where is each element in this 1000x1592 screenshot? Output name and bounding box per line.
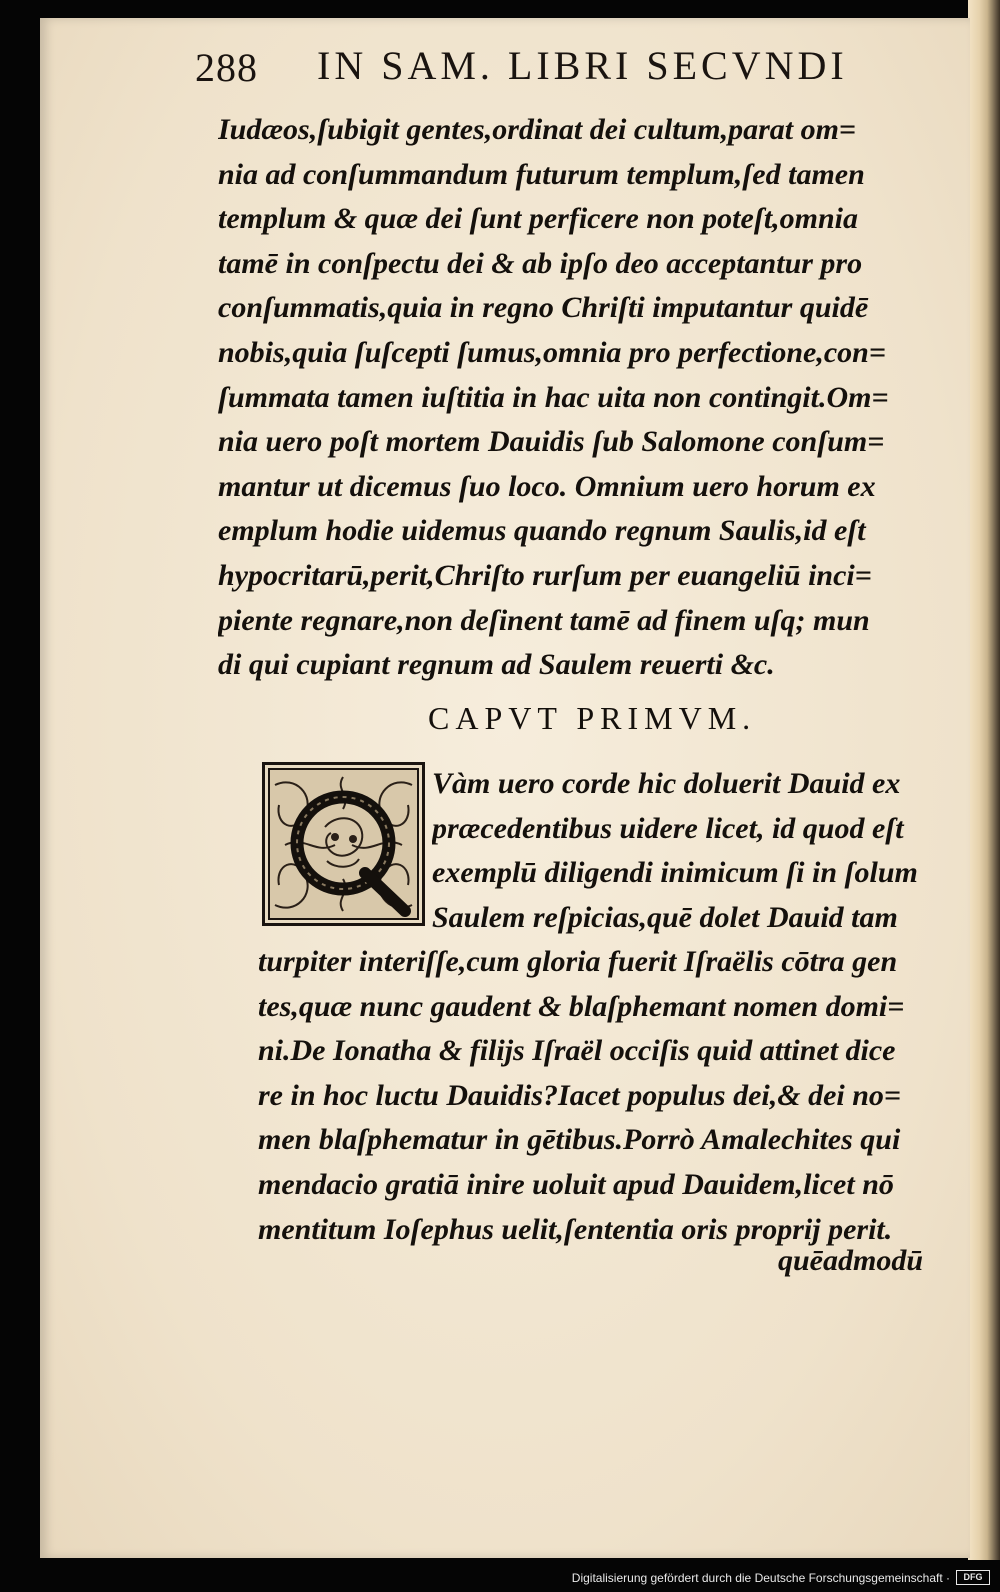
text-line: piente regnare,non deſinent tamē ad finem uſq; mun bbox=[218, 603, 870, 637]
text-line: templum & quæ dei ſunt perficere non poteſt,omnia bbox=[218, 202, 859, 236]
text-line: hypocritarū,perit,Chriſto rurſum per euangeliū inci= bbox=[218, 558, 872, 592]
adjacent-page-edge bbox=[968, 0, 1000, 1560]
text-line: di qui cupiant regnum ad Saulem reuerti &c. bbox=[218, 648, 775, 682]
text-line: nia uero poſt mortem Dauidis ſub Salomone conſum= bbox=[218, 425, 885, 459]
text-line: mentitum Ioſephus uelit,ſententia oris proprij perit. bbox=[258, 1212, 893, 1246]
text-line: mantur ut dicemus ſuo loco. Omnium uero horum ex bbox=[218, 469, 876, 503]
text-line: men blaſphematur in gētibus.Porrò Amalechites qui bbox=[258, 1123, 901, 1157]
chapter-text-beside-initial bbox=[432, 762, 952, 940]
text-line: conſummatis,quia in regno Chriſti imputantur quidē bbox=[218, 291, 869, 325]
page-header bbox=[195, 40, 885, 96]
decorated-initial-q-icon bbox=[265, 765, 422, 923]
text-line: Iudæos,ſubigit gentes,ordinat dei cultum,parat om= bbox=[218, 113, 857, 146]
text-line: ſummata tamen iuſtitia in hac uita non contingit.Om= bbox=[218, 380, 889, 414]
dfg-logo-icon: DFG bbox=[956, 1570, 990, 1585]
text-line: nobis,quia ſuſcepti ſumus,omnia pro perfectione,con= bbox=[218, 335, 886, 369]
chapter-heading: CAPVT PRIMVM. bbox=[428, 700, 757, 736]
chapter-text-block bbox=[258, 940, 958, 1252]
text-line: Saulem reſpicias,quē dolet Dauid tam bbox=[432, 900, 898, 934]
digitization-footer bbox=[0, 1564, 1000, 1592]
text-line: mendacio gratiā inire uoluit apud Dauidem,licet nō bbox=[258, 1167, 894, 1201]
text-line: ni.De Ionatha & filijs Iſraël occiſis quid attinet dice bbox=[258, 1034, 896, 1068]
catchword: quēadmodū bbox=[778, 1244, 924, 1277]
decorated-initial bbox=[262, 762, 425, 926]
text-line: præcedentibus uidere licet, id quod eſt bbox=[432, 811, 904, 845]
text-line: tamē in conſpectu dei & ab ipſo deo acceptantur pro bbox=[218, 246, 863, 280]
page-number: 288 bbox=[195, 45, 258, 90]
text-line: exemplū diligendi inimicum ſi in ſolum bbox=[432, 856, 918, 890]
text-line: tes,quæ nunc gaudent & blaſphemant nomen domi= bbox=[258, 989, 905, 1023]
text-line: turpiter interiſſe,cum gloria fuerit Iſraëlis cōtra gen bbox=[258, 945, 898, 978]
preface-text-block bbox=[218, 108, 958, 688]
text-line: nia ad conſummandum futurum templum,ſed tamen bbox=[218, 157, 865, 191]
running-title: IN SAM. LIBRI SECVNDI bbox=[317, 43, 848, 88]
text-line: re in hoc luctu Dauidis?Iacet populus dei,& dei no= bbox=[258, 1078, 901, 1112]
funding-credit: Digitalisierung gefördert durch die Deutsche Forschungsgemeinschaft · bbox=[571, 1571, 950, 1585]
text-line: emplum hodie uidemus quando regnum Saulis,id eſt bbox=[218, 514, 866, 548]
text-line: Vàm uero corde hic doluerit Dauid ex bbox=[432, 767, 901, 800]
